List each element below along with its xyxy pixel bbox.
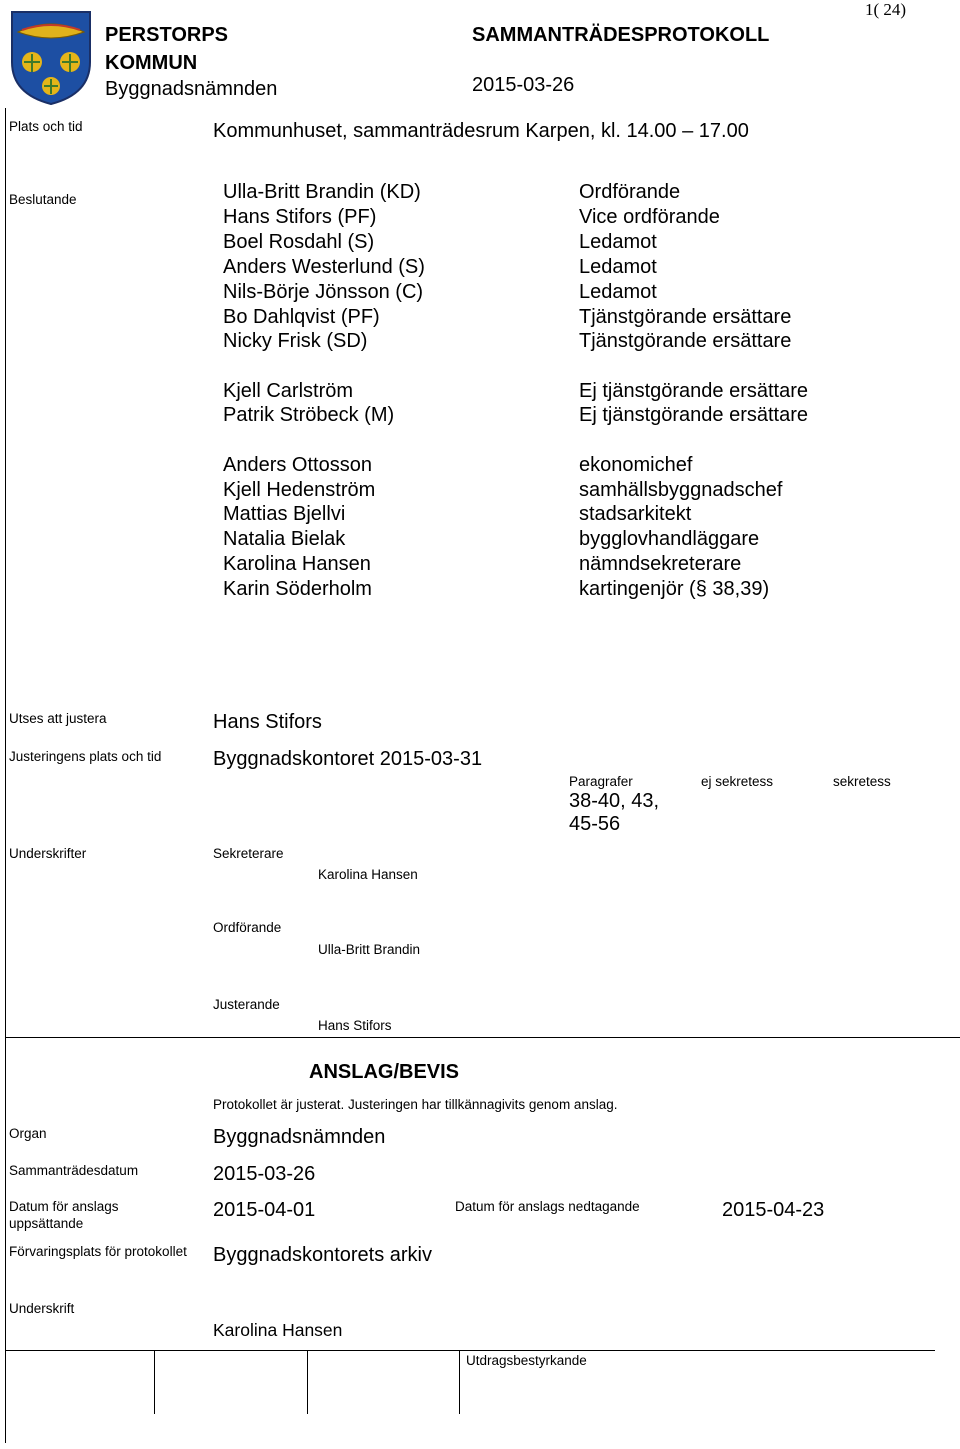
attendee-role: Tjänstgörande ersättare bbox=[579, 330, 792, 352]
attendee-role: Ledamot bbox=[579, 281, 657, 303]
removal-date-label: Datum för anslags nedtagande bbox=[455, 1199, 640, 1214]
adjuster-signature-name: Hans Stifors bbox=[318, 1018, 392, 1033]
secretary-label: Sekreterare bbox=[213, 846, 284, 861]
coat-of-arms-logo bbox=[10, 10, 92, 106]
meeting-date-label: Sammanträdesdatum bbox=[9, 1163, 139, 1178]
attendee-name: Bo Dahlqvist (PF) bbox=[223, 306, 380, 328]
attendee-name: Anders Ottosson bbox=[223, 454, 372, 476]
page-number: 1( 24) bbox=[865, 0, 907, 19]
attendee-name: Nicky Frisk (SD) bbox=[223, 330, 368, 352]
attendee-role: stadsarkitekt bbox=[579, 503, 692, 525]
extract-certifier-label: Utdragsbestyrkande bbox=[466, 1353, 587, 1368]
storage-value: Byggnadskontorets arkiv bbox=[213, 1244, 433, 1266]
attendee-role: kartingenjör (§ 38,39) bbox=[579, 578, 770, 600]
attendee-role: bygglovhandläggare bbox=[579, 528, 760, 550]
attendee-role: samhällsbyggnadschef bbox=[579, 479, 783, 501]
left-border bbox=[5, 108, 6, 1443]
adjuster-label: Utses att justera bbox=[9, 711, 107, 726]
attendee-role: nämndsekreterare bbox=[579, 553, 742, 575]
posted-date-value: 2015-04-01 bbox=[213, 1199, 316, 1221]
confidential-label: sekretess bbox=[833, 774, 891, 789]
document-title: SAMMANTRÄDESPROTOKOLL bbox=[472, 24, 770, 46]
signature-label: Underskrift bbox=[9, 1301, 75, 1316]
attendee-role: Vice ordförande bbox=[579, 206, 720, 228]
attendee-name: Anders Westerlund (S) bbox=[223, 256, 425, 278]
attendee-role: Ordförande bbox=[579, 181, 681, 203]
adjuster-value: Hans Stifors bbox=[213, 711, 322, 733]
posted-date-label: Datum för anslags bbox=[9, 1199, 119, 1214]
adjustment-place-time-label: Justeringens plats och tid bbox=[9, 749, 162, 764]
chair-name: Ulla-Britt Brandin bbox=[318, 942, 421, 957]
org-name-line2: KOMMUN bbox=[105, 52, 198, 74]
adjuster-signature-label: Justerande bbox=[213, 997, 280, 1012]
meeting-date-value: 2015-03-26 bbox=[213, 1163, 316, 1185]
not-confidential-label: ej sekretess bbox=[701, 774, 774, 789]
attendee-name: Patrik Ströbeck (M) bbox=[223, 404, 395, 426]
signatures-label: Underskrifter bbox=[9, 846, 87, 861]
attendees-label: Beslutande bbox=[9, 192, 77, 207]
organ-value: Byggnadsnämnden bbox=[213, 1126, 386, 1148]
org-name-line1: PERSTORPS bbox=[105, 24, 228, 46]
committee-name: Byggnadsnämnden bbox=[105, 78, 278, 100]
section-divider bbox=[5, 1037, 960, 1038]
notice-title: ANSLAG/BEVIS bbox=[309, 1061, 460, 1083]
posted-date-label-cont: uppsättande bbox=[9, 1216, 84, 1231]
footer-box-divider bbox=[307, 1350, 308, 1414]
attendee-name: Hans Stifors (PF) bbox=[223, 206, 377, 228]
notice-statement: Protokollet är justerat. Justeringen har tillkännagivits genom anslag. bbox=[213, 1097, 618, 1112]
attendee-role: Ledamot bbox=[579, 256, 657, 278]
attendee-role: Ej tjänstgörande ersättare bbox=[579, 404, 809, 426]
storage-label: Förvaringsplats för protokollet bbox=[9, 1244, 187, 1259]
paragraphs-value-cont: 45-56 bbox=[569, 813, 621, 835]
attendee-role: Ej tjänstgörande ersättare bbox=[579, 380, 809, 402]
attendee-name: Nils-Börje Jönsson (C) bbox=[223, 281, 424, 303]
attendee-name: Kjell Carlström bbox=[223, 380, 354, 402]
attendee-name: Natalia Bielak bbox=[223, 528, 346, 550]
removal-date-value: 2015-04-23 bbox=[722, 1199, 825, 1221]
place-time-value: Kommunhuset, sammanträdesrum Karpen, kl. 14.00 – 17.00 bbox=[213, 120, 749, 142]
secretary-name: Karolina Hansen bbox=[318, 867, 418, 882]
adjustment-place-time-value: Byggnadskontoret 2015-03-31 bbox=[213, 748, 483, 770]
place-time-label: Plats och tid bbox=[9, 119, 83, 134]
attendee-name: Ulla-Britt Brandin (KD) bbox=[223, 181, 421, 203]
paragraphs-label: Paragrafer bbox=[569, 774, 633, 789]
attendee-name: Karolina Hansen bbox=[223, 553, 371, 575]
attendee-name: Boel Rosdahl (S) bbox=[223, 231, 375, 253]
attendee-role: ekonomichef bbox=[579, 454, 693, 476]
chair-label: Ordförande bbox=[213, 920, 282, 935]
document-date: 2015-03-26 bbox=[472, 74, 575, 96]
footer-box-divider bbox=[459, 1350, 460, 1414]
paragraphs-value: 38-40, 43, bbox=[569, 790, 660, 812]
attendee-role: Ledamot bbox=[579, 231, 657, 253]
signature-name: Karolina Hansen bbox=[213, 1320, 343, 1340]
attendee-role: Tjänstgörande ersättare bbox=[579, 306, 792, 328]
organ-label: Organ bbox=[9, 1126, 47, 1141]
footer-box-divider bbox=[154, 1350, 155, 1414]
attendee-name: Kjell Hedenström bbox=[223, 479, 376, 501]
footer-top-rule bbox=[5, 1350, 935, 1351]
attendee-name: Karin Söderholm bbox=[223, 578, 372, 600]
attendee-name: Mattias Bjellvi bbox=[223, 503, 346, 525]
